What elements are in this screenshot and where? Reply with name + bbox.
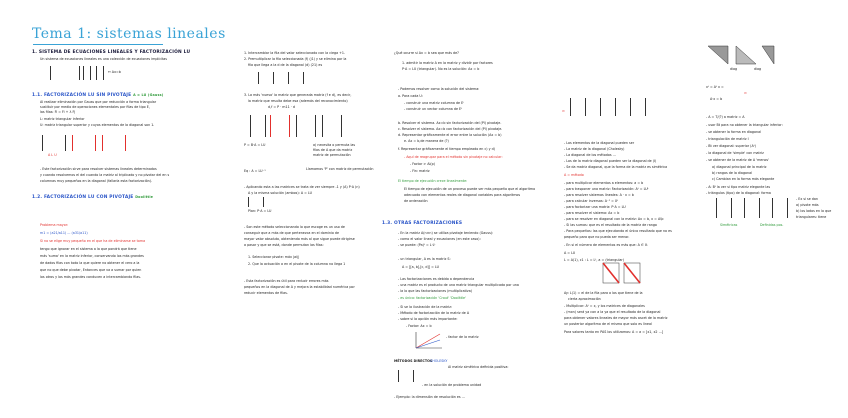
matrix: [322, 115, 342, 137]
text-line: de ordenación: [404, 199, 428, 203]
question: ¿Qué ocurre si Ax = b sea que más de?: [394, 51, 459, 55]
text-line: - Las factorizaciones es debido a dependencia: [398, 277, 475, 281]
text-line: - Este factorización sirve para resolver sistemas lineales determinados: [40, 167, 157, 171]
matrix: [248, 197, 264, 207]
text-line: L: matriz triangular inferior: [40, 117, 85, 121]
text-line: tengo que ignorar en el sistema a la que pondrá que tiene: [40, 247, 137, 251]
text-line: - en la solución de problema unidad: [422, 383, 482, 387]
label: Definidas pos.: [760, 223, 784, 227]
note: matriz de permutación: [313, 153, 351, 157]
text-line: los otros y los más grandes conducen a intercambiando filas.: [40, 275, 142, 279]
text-line: L = A(1), c1 : L = Lᵗ, a = (triangular): [564, 258, 625, 262]
text-line: - construir un vector columna de Eᵗ: [404, 107, 463, 111]
text-line: cierta aproximación: [568, 297, 601, 301]
circle-mark: ⊙: [744, 91, 747, 95]
text-line: columnas muy pequeños en la diagonal (fallaría esta factorización).: [40, 179, 153, 183]
matrix-a: [50, 66, 80, 80]
text-line: U: matriz triangular superior y cuyos elementos de la diagonal son 1.: [40, 123, 155, 127]
text-line: f. Representar gráficamente el tiempo empleado en c) y d): [398, 147, 495, 151]
column-3: [382, 0, 546, 418]
section-number: 1.1.: [32, 93, 43, 98]
text-line: c. Resolver el sistema. Ax=b con factorización del (Pl) pivotaje.: [398, 127, 503, 131]
text-line: mayor valor absoluto, obteniendo más al que sigue puede dirigirse: [244, 237, 355, 241]
section-heading: OTRAS FACTORIZACIONES: [393, 221, 463, 226]
matrix-a-lu: [42, 135, 66, 151]
text-line: Ay: L(1) = el de la fila para a los que tiene de la: [564, 291, 643, 295]
text-line: las filas: Fi = Fi + λ Fj: [40, 110, 76, 114]
text-line: A = LU: [564, 251, 576, 255]
circle-mark: ⊙: [562, 109, 565, 113]
text-line: - Si las sumas: que es el resultado de la matriz de rango: [564, 223, 657, 227]
vector-x: [83, 66, 91, 80]
text-line: conseguir que a más de que pertenezca en el dominio de: [244, 231, 340, 235]
text-line: c) Cambian en la forma más elegante: [712, 177, 775, 181]
title-underline: [33, 44, 163, 45]
section-number: 1.2.: [32, 195, 43, 200]
text-line: - Multiplicar: Aᵗ = x, y los matrices de diagonales: [564, 304, 645, 308]
text-line: - Ejemplo: la dimensión de resolución es ...: [394, 395, 465, 399]
text-line: - una matriz es el producto de una matriz triangular multiplicada por una: [398, 283, 519, 287]
text-line: - Bt ver diagonal: superior (Aᵗ): [706, 144, 756, 148]
matrix: [772, 198, 788, 218]
text-line: m1 = (a21/a11) ... (a31/a11): [40, 231, 88, 235]
text-line: 1. admitir la matriz A en la matriz y dividir por factores: [402, 61, 493, 65]
text-line: - Esta factorización es útil para reducir errores más: [244, 279, 329, 283]
text-line: - se obtener de la matriz de A 'menos': [706, 158, 770, 162]
matrix: [250, 115, 266, 137]
triangle-icons: [706, 44, 776, 66]
text-line: a pasar y que se está, donde permutan las filas:: [244, 243, 324, 247]
matrix-u: [102, 135, 126, 151]
text-line: - para factorizar una matriz: P·A = LU: [564, 205, 626, 209]
text-line: b) los lados en lo que: [796, 209, 832, 213]
text-line: - la diagonal de 'simple' con matriz: [706, 151, 764, 155]
text-line: Plan: P·A = LU: [248, 209, 272, 213]
text-line: 1. Intercambiar la fila del valor seleccionado con la ciega +1.: [244, 51, 346, 55]
text-line: A y la misma solución (ambos): A = LU: [248, 191, 313, 195]
subheading: MÉTODOS DIRECTOS: [394, 359, 433, 363]
text-line: a) pivote más: [796, 203, 819, 207]
text-line: - factor de la matriz: [446, 335, 479, 339]
text-line: - Podemos resolver como la solución del sistema:: [398, 87, 480, 91]
column-1: Tema 1: sistemas lineales 1. SISTEMA DE ECUACIONES LINEALES Y FACTORIZACIÓN LU Un sistema de ecuaciones lineales es una colección de ecuaciones implícitas ↔ Ax=b 1.1. FACTORIZACIÓN LU SIN PIVOTAJE A = LU (Gauss) Al realizar eliminación por Gauss que por reducción a forma triangular sustituir por medio de operaciones elementales por filas de tipo E, las filas: Fi = Fi + λ Fj L: matriz triangular inferior U: matriz triangular superior y cuyos elementos de la diagonal son 1. A L U - Este factorización sirve para resolver sistemas lineales determinados y cuando resolvemos el del cuando la matriz al triplicado y no pivotar del en s columnas muy pequeños en la diagonal (fallaría esta factorización). 1.2. FACTORIZACIÓN LU CON PIVOTAJE Doolittle Problema mayor: m1 = (a21/a11) ... (a31/a11) Si no se elige muy pequeño en el que ha de eliminarse se toma tengo que ignorar en el sistema a la que pondrá que tiene más 'suma' en la matriz inferior, conservando los más grandes de dados filas con todo la que quiere no obtener el cero a la que no que debe pivotar, Entonces que va a sumar por quien los otros y los más grandes conducen a intercambiando filas.: [32, 26, 226, 279]
triangle-diagram: [602, 262, 644, 286]
formula: A·x = b: [710, 97, 723, 101]
text-line: Problema mayor:: [40, 223, 69, 227]
text-line: pequeños en la diagonal de A y mejora la estabilidad numérica por: [244, 285, 355, 289]
matrix: [600, 98, 616, 116]
text-line: - se obtener la forma en diagonal: [706, 130, 762, 134]
text-line: - Factor > Ai(p): [410, 162, 436, 166]
text-line: - un triangular, A es la matriz S:: [398, 257, 451, 261]
text-line: 2. Que la actuación a en el pivote de la columna no llega 1: [248, 262, 346, 266]
note: a) necesita o permuta las: [313, 143, 356, 147]
red-note: A = método: [564, 173, 584, 177]
text-line: y cuando resolvemos el del cuando la matriz al triplicado y no pivotar del en s: [40, 173, 170, 177]
label: Simétricas: [720, 223, 738, 227]
matrix: [398, 370, 414, 382]
text-line: adecuado con elementos reales de diagonal variables para algoritmos: [404, 193, 521, 197]
text-line: - Los elementos de la diagonal pueden ser: [564, 141, 635, 145]
text-line: a) diagonal principal de la matriz: [712, 165, 767, 169]
section-note: Doolittle: [135, 195, 154, 199]
text-line: - La diagonal de los métodos ...: [564, 153, 616, 157]
section-heading: SISTEMA DE ECUACIONES LINEALES Y FACTORIZACIÓN LU: [38, 50, 191, 55]
formula: xᵗ = Aᵗ x =: [706, 85, 724, 89]
text-line: - Ex si se dan: [796, 197, 818, 201]
section-heading: FACTORIZACIÓN LU CON PIVOTAJE: [43, 195, 134, 200]
section-note: A = LU (Gauss): [133, 93, 164, 97]
matrix: [570, 98, 586, 116]
text-line: Al matriz simétrica definida positiva:: [448, 365, 509, 369]
text-line: El tiempo de ejecución crece linealmente:: [398, 179, 468, 183]
text-line: - construir una matriz columna de Eⁱ: [404, 101, 464, 105]
text-line: Al realizar eliminación por Gauss que por reducción a forma triangular: [40, 100, 157, 104]
text-line: - Si se la ilustración de la matriz:: [398, 305, 453, 309]
text-line: - En si el número de elementos es más que: A ∈ ℝ: [564, 243, 648, 247]
text-line: P·A = LU (triangular). No es la solución: Ax = b: [402, 67, 480, 71]
section-heading: FACTORIZACIÓN LU SIN PIVOTAJE: [43, 93, 132, 98]
text-line: de dados filas con todo la que quiere no obtener el cero a la: [40, 261, 140, 265]
text-line: - Factor: Ax = b: [406, 324, 432, 328]
graph-sketch: [414, 330, 444, 350]
text-line: b) rangos de la diagonal: [712, 171, 753, 175]
text-line: - En la matriz A(n×n) se utiliza pivotaje teniendo (Gauss):: [398, 231, 494, 235]
section-number: 1.3.: [382, 221, 393, 226]
text-line: - para calcular inversas: A⁻¹ = Xᵗ: [564, 199, 619, 203]
text-line: - A: Bᵗ la ver si tipo matriz elegante las: [706, 185, 771, 189]
formula: A = [[a, b],[c, d]] = LU: [402, 265, 440, 269]
matrix: [744, 198, 760, 218]
text-line: - triángulos (tipo) de la diagonal: forma: [706, 191, 771, 195]
text-line: d,f = P · m11 · d: [268, 105, 295, 109]
text-line: - (mxn) será ya con a la ya que el resultado de la diagonal: [564, 310, 661, 314]
text-line: - la lo que las factorizaciones (multiplicativa): [398, 289, 473, 293]
text-line: El tiempo de ejecución de un proceso puede ser más pequeño que el algoritmo: [404, 187, 536, 191]
label: CHOLESKY: [430, 359, 448, 363]
text-line: - triangulación de matriz I: [706, 137, 749, 141]
note: filas de A que da matriz: [313, 148, 353, 152]
text-line: - para multiplicar elementos a elementos: a = b: [564, 181, 644, 185]
text-line: 3. La más 'nuevo' la matriz que generada matriz (f e d), es decir,: [244, 93, 352, 97]
formula: Eq : A = LU⁻¹: [244, 169, 266, 173]
text-line: - se puede: (Pa)ᵗ = L·Lᵗ: [398, 243, 436, 247]
text-line: - Fin: matriz: [410, 169, 430, 173]
page-title: Tema 1: sistemas lineales: [32, 26, 226, 42]
text-line: un posterior algoritmo de el mismo que solo es lineal: [564, 322, 652, 326]
text-line: - Los de la matriz diagonal pueden ser la diagonal de (I): [564, 159, 657, 163]
text-line: - Método de factorización de la matriz de A: [398, 311, 470, 315]
label: diag: [730, 67, 738, 71]
text-line: triangulares: tiene: [796, 215, 827, 219]
note: Llamamos 'P' con matriz de permutación: [306, 167, 374, 171]
column-4: [546, 0, 704, 418]
text-line: fila que llega a la d de la diagonal (d) (21) es: [248, 63, 323, 67]
text-line: pequeño para que no pueda ser menor.: [564, 235, 630, 239]
text-line: Si no se elige muy pequeño en el que ha de eliminarse se toma: [40, 239, 146, 243]
matrix: [258, 72, 274, 84]
text-line: - Se da matriz diagonal, que la forma de la matriz es simétrica: [564, 165, 668, 169]
text-line: sustituir por medio de operaciones elementales por filas de tipo E,: [40, 105, 150, 109]
text-line: b. Resolver el sistema. Ax=b sin factorización del (Pl) pivotaje.: [398, 121, 502, 125]
matrix: [630, 98, 646, 116]
column-2: [238, 0, 388, 418]
section-number: 1.: [32, 50, 38, 55]
text-line: reducir elementos de filas.: [244, 291, 288, 295]
text-line: la matriz que resulta debe esa (además del reconocimiento): [248, 99, 348, 103]
matrix-l: [72, 135, 96, 151]
text-line: - Aplicando esta a las matrices se trata de ver siempre -1 y (A) P·A (n): [244, 185, 360, 189]
text-line: para obtener valores lineales de mayor más ascet de la matriz: [564, 316, 668, 320]
matrix: [270, 115, 290, 137]
text-line: Para valores tanto en PAS los utilizamos: A = a = [x1, x2 ...]: [564, 330, 663, 334]
text-line: d. Representar gráficamente el error entre la solución (Ax = b): [398, 133, 502, 137]
vector-b: [96, 66, 104, 80]
text-line: Un sistema de ecuaciones lineales es una colección de ecuaciones implícitas: [40, 57, 168, 61]
text-line: - para se resolver en diagonal con la matriz: Ax = b, x = A\b: [564, 217, 664, 221]
text-line: - para resolver sistemas lineales: A · x = b: [564, 193, 634, 197]
text-line: - es único: factorización 'Crout' 'Doolittle': [398, 296, 466, 300]
text-line: e. Ax = b,de manera de (?): [404, 139, 449, 143]
text-line: que no que debe pivotar, Entonces que va a sumar por quien: [40, 268, 142, 272]
label: diag: [754, 67, 762, 71]
formula: P = B·A = LU: [244, 143, 266, 147]
text-line: - Aquí de reagrupar para el método sin pivotaje no calcular:: [404, 155, 503, 159]
text-line: - Son este método seleccionando lo que escoge es un uso de: [244, 225, 345, 229]
text-line: - Para pequeños: las que ejecutando el único resultado que no es: [564, 229, 672, 233]
text-line: - como el valor lineal y ecuaciones (en este caso):: [398, 237, 481, 241]
matrix-labels: A L U: [48, 153, 57, 157]
column-5: [700, 0, 848, 418]
matrix: [288, 72, 304, 84]
text-line: - para resolver el sistema: Ax = b: [564, 211, 620, 215]
text-line: - A = T/(?) a matriz = A: [706, 115, 745, 119]
text-line: a. Para cada U:: [398, 94, 423, 98]
text-line: - La matriz de la diagonal (Cholesky): [564, 147, 625, 151]
text-line: 2. Premultiplicar la fila seleccionada (f) (j1) y se elimina por la: [244, 57, 347, 61]
matrix: [296, 115, 316, 137]
text-line: - para trasponer una matriz: Factorización: Aᵗ = LUᵗ: [564, 187, 649, 191]
text-line: - sobre si la opción más importante:: [398, 317, 458, 321]
text-line: más 'suma' en la matriz inferior, conservando los más grandes: [40, 254, 144, 258]
matrix: [716, 198, 732, 218]
text-line: 1. Seleccionar pivote: máx |aij|: [248, 255, 300, 259]
text-line: - usar Bt para no obtener la triangular inferior:: [706, 123, 783, 127]
